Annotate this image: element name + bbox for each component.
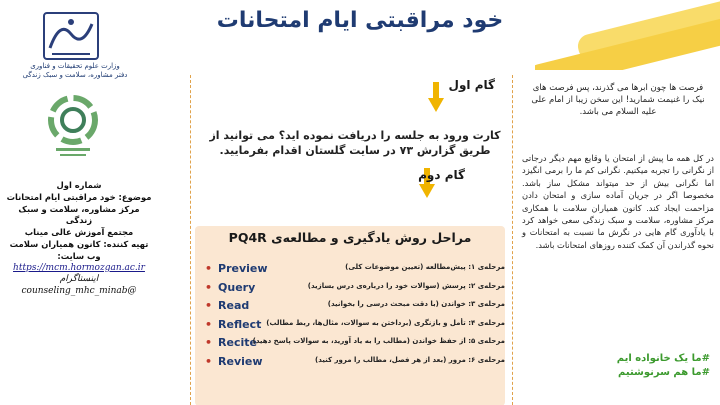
left-info-block <box>4 180 154 298</box>
step-persian: مرحله‌ی ۳: خواندن (با دقت مبحث درسی را بخوانید) <box>327 300 505 308</box>
ministry-text <box>5 62 145 80</box>
arrow-down-icon <box>428 82 444 112</box>
step2-label: گام دوم <box>418 168 465 182</box>
step1-text: کارت ورود به جلسه را دریافت نموده اید؟ می توانید از طریق گزارش ۷۳ در سایت گلستان اقدام بفرمایید. <box>209 129 501 157</box>
author-text: تهیه کننده: کانون همیاران سلامت <box>9 238 149 249</box>
hashtag-block <box>560 352 710 380</box>
step-english: Query <box>218 280 256 294</box>
intro-paragraph: در کل همه ما پیش از امتحان یا وقایع مهم دیگر درجاتی از نگرانی را تجربه میکنیم. نگرانی کم ما را برمی انگیزد اما نگرانی بیش از حد میتواند مشکل ساز باشد. مخصوصا اگر در جریان آماده سازی و امتحان دادن مزاحمت ایجاد کند. کانون همیاران سلامت با همکاری مرکز مشاوره، سلامت و سبک زندگی سعی خواهد کرد با یادآوری گام هایی در نگرش ما نسبت به امتحانات و نحوه گذراندن آن کمک کننده روزهای امتحانات باشد. <box>522 153 714 250</box>
bullet-icon: • <box>205 262 213 275</box>
page-title: خود مراقبتی ایام امتحانات <box>216 8 504 33</box>
step-persian: مرحله‌ی ۲: پرسش (سوالات خود را درباره‌ی درس بسازید) <box>307 281 505 290</box>
step1-label: گام اول <box>448 78 495 92</box>
bullet-icon: • <box>205 354 213 368</box>
list-item <box>205 299 505 318</box>
university-logo-icon <box>40 10 102 62</box>
reading-steps-list <box>205 262 505 373</box>
campus-text: مجتمع آموزش عالی میناب <box>24 227 134 238</box>
step-english: Recite <box>218 336 257 349</box>
list-item <box>205 281 505 300</box>
subject-text: موضوع: خود مراقبتی ایام امتحانات <box>6 191 152 202</box>
step-persian: مرحله‌ی ۵: از حفظ خواندن (مطالب را به یاد آورید، به سوالات پاسخ دهید) <box>252 337 505 345</box>
list-item <box>205 355 505 374</box>
bullet-icon: • <box>205 280 213 294</box>
yellow-ribbon-decoration <box>535 0 720 70</box>
counseling-center-logo-icon <box>42 92 104 164</box>
bullet-icon: • <box>205 317 213 331</box>
center-text: مرکز مشاوره، سلامت و سبک زندگی <box>18 203 140 226</box>
hashtag-destiny[interactable]: #ما هم سرنوشتیم <box>618 367 710 378</box>
panel-right-border <box>512 75 514 405</box>
bullet-icon: • <box>205 336 213 349</box>
ministry-line1: وزارت علوم تحقیقات و فناوری <box>30 62 120 70</box>
step-english: Review <box>218 354 263 368</box>
website-link[interactable]: https://mcm.hormozgan.ac.ir <box>13 262 145 273</box>
list-item <box>205 318 505 337</box>
step-persian: مرحله‌ی ۱: پیش‌مطالعه (تعیین موضوعات کلی) <box>345 263 505 271</box>
step-english: Reflect <box>218 317 262 331</box>
instagram-handle[interactable]: @counseling_mhc_minab <box>21 286 137 297</box>
step-english: Preview <box>218 262 268 275</box>
hashtag-family[interactable]: #ما یک خانواده ایم <box>616 353 710 364</box>
step-persian: مرحله‌ی ۶: مرور (بعد از هر فصل، مطالب را مرور کنید) <box>315 355 505 364</box>
instagram-label: اینستاگرام <box>59 274 99 285</box>
list-item <box>205 336 505 355</box>
list-item <box>205 262 505 281</box>
ministry-line2: دفتر مشاوره، سلامت و سبک زندگی <box>22 71 128 79</box>
step-persian: مرحله‌ی ۴: تأمل و بازنگری (برداختن به سوالات، مثال‌ها، ربط مطالب) <box>266 318 505 327</box>
reading-method-title: مراحل روش یادگیری و مطالعه‌ی PQ4R <box>228 230 472 245</box>
website-label: وب سایت: <box>57 250 101 261</box>
issue-number: شماره اول <box>56 180 102 190</box>
quote-text: فرصت ها چون ابرها می گذرند، پس فرصت های نیک را غنیمت شمارید! این سخن زیبا از امام علی علیه السلام می باشد. <box>531 83 705 117</box>
panel-left-border <box>190 75 192 405</box>
bullet-icon: • <box>205 299 213 312</box>
step-english: Read <box>218 299 250 312</box>
